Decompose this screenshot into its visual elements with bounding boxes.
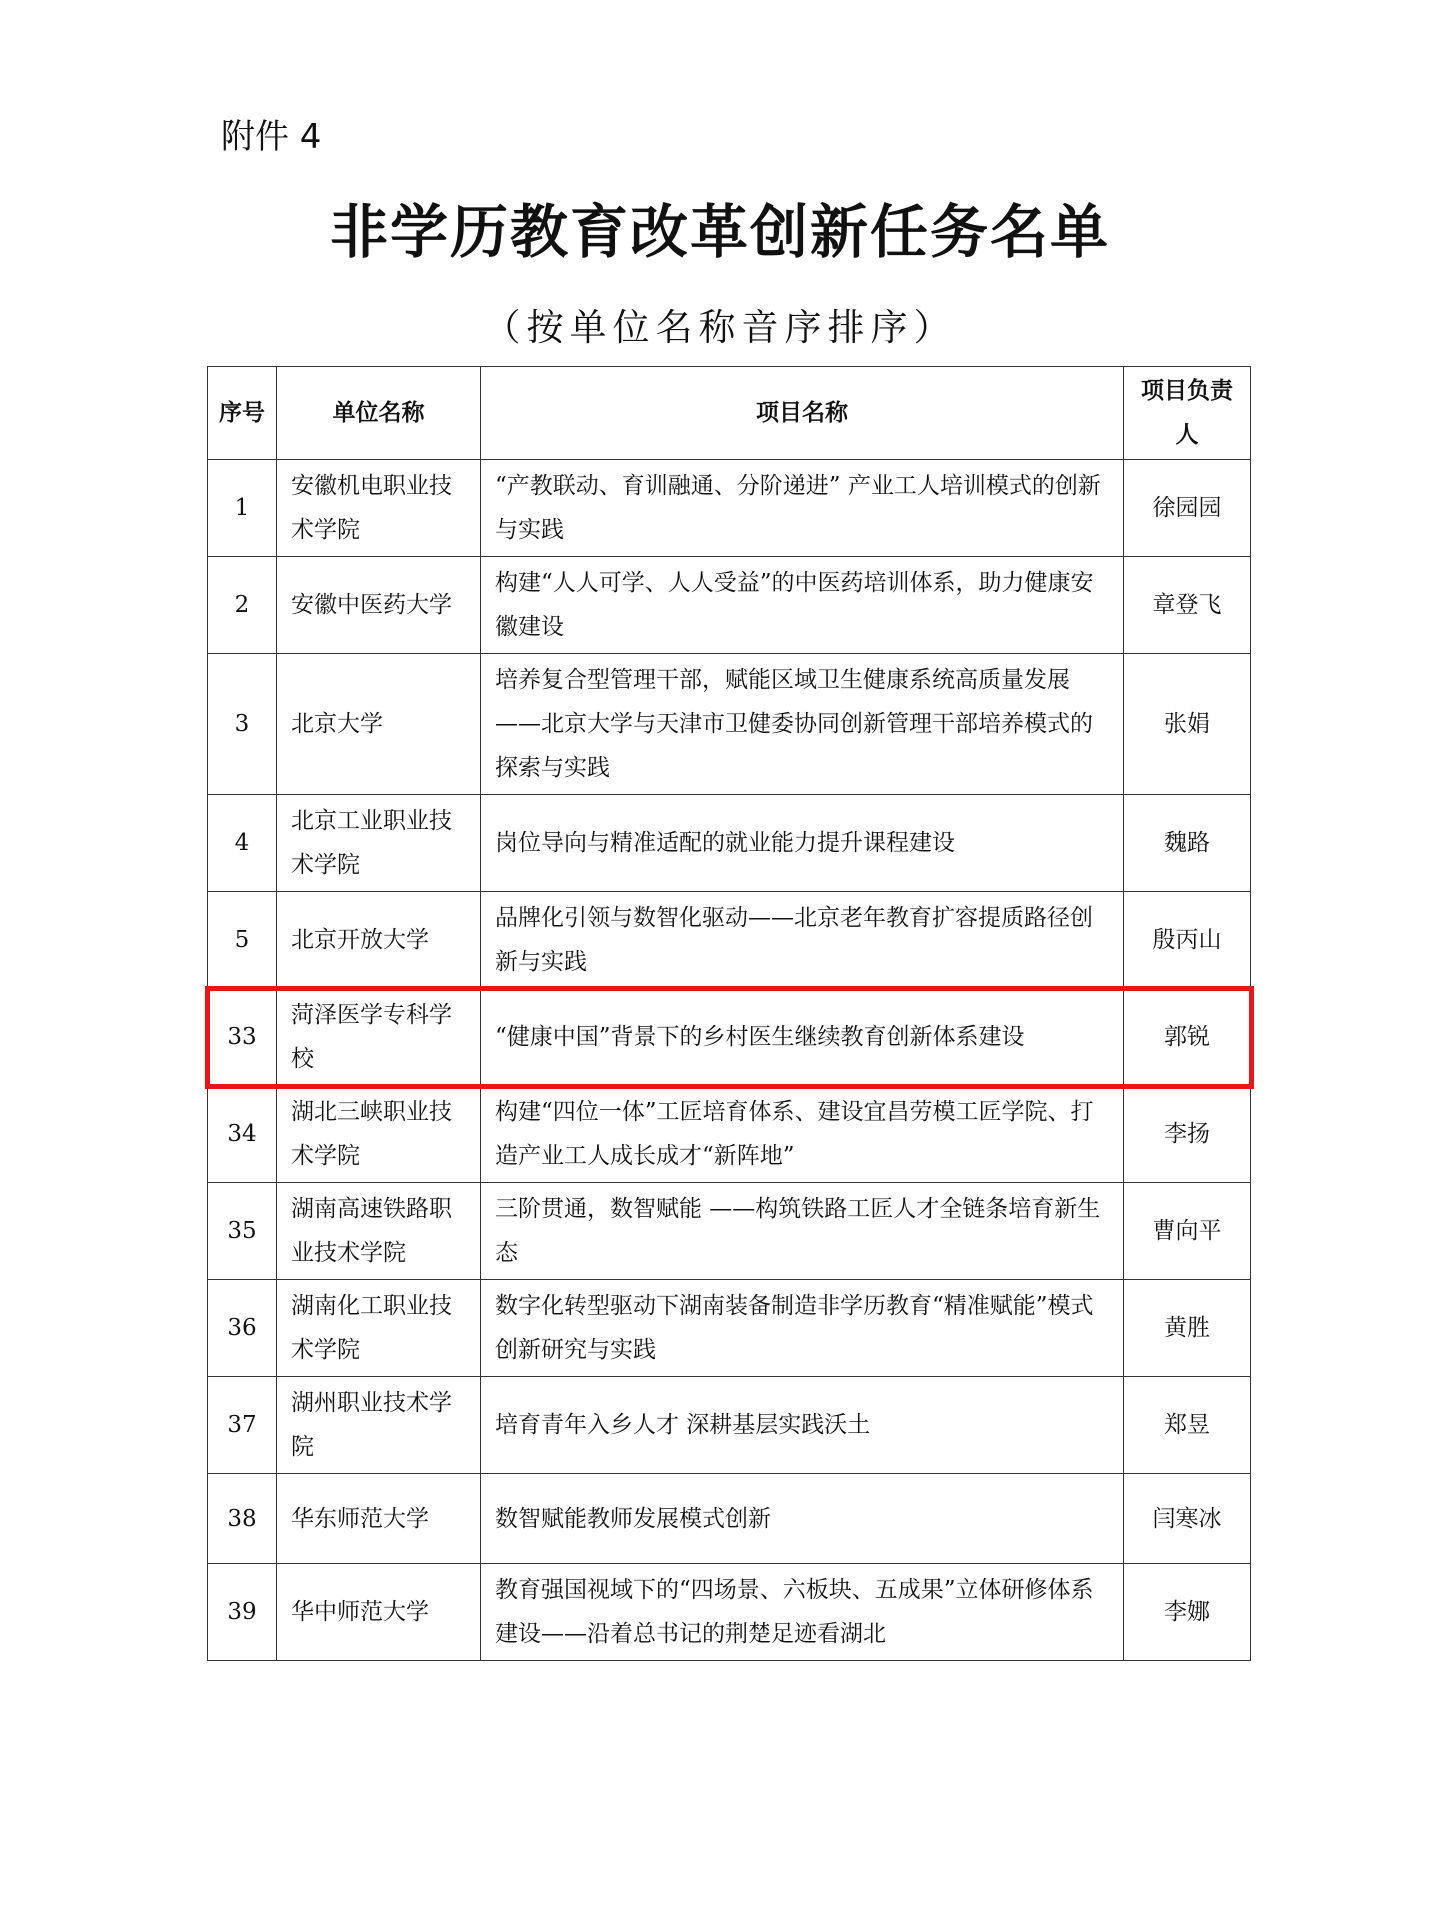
row-unit: 华中师范大学 — [277, 1564, 481, 1661]
row-project: “健康中国”背景下的乡村医生继续教育创新体系建设 — [481, 989, 1124, 1086]
document-subtitle: （按单位名称音序排序） — [483, 306, 957, 349]
row-project: 培养复合型管理干部，赋能区域卫生健康系统高质量发展——北京大学与天津市卫健委协同创新管理干部培养模式的探索与实践 — [481, 654, 1124, 795]
row-project: 数字化转型驱动下湖南装备制造非学历教育“精准赋能”模式创新研究与实践 — [481, 1280, 1124, 1377]
row-project: 构建“人人可学、人人受益”的中医药培训体系，助力健康安徽建设 — [481, 557, 1124, 654]
table-row — [208, 1183, 1251, 1280]
row-project: 教育强国视域下的“四场景、六板块、五成果”立体研修体系建设——沿着总书记的荆楚足迹看湖北 — [481, 1564, 1124, 1661]
row-leader: 郭锐 — [1124, 989, 1251, 1086]
row-no: 35 — [208, 1183, 277, 1280]
row-no: 39 — [208, 1564, 277, 1661]
row-unit: 湖南高速铁路职业技术学院 — [277, 1183, 481, 1280]
row-project: “产教联动、育训融通、分阶递进” 产业工人培训模式的创新与实践 — [481, 460, 1124, 557]
table-row — [208, 795, 1251, 892]
row-unit: 北京工业职业技术学院 — [277, 795, 481, 892]
row-no: 33 — [208, 989, 277, 1086]
row-no: 34 — [208, 1086, 277, 1183]
row-unit: 湖南化工职业技术学院 — [277, 1280, 481, 1377]
row-no: 38 — [208, 1474, 277, 1564]
table-row — [208, 654, 1251, 795]
header-leader: 项目负责人 — [1124, 367, 1251, 460]
row-leader: 黄胜 — [1124, 1280, 1251, 1377]
row-unit: 湖州职业技术学院 — [277, 1377, 481, 1474]
table-row — [208, 460, 1251, 557]
row-leader: 郑昱 — [1124, 1377, 1251, 1474]
row-unit: 北京大学 — [277, 654, 481, 795]
table-row — [208, 1377, 1251, 1474]
row-no: 1 — [208, 460, 277, 557]
table-row — [208, 1280, 1251, 1377]
header-no: 序号 — [208, 367, 277, 460]
table-row — [208, 1474, 1251, 1564]
row-unit: 安徽中医药大学 — [277, 557, 481, 654]
row-leader: 魏路 — [1124, 795, 1251, 892]
table-header-row — [208, 367, 1251, 460]
header-project: 项目名称 — [481, 367, 1124, 460]
row-project: 数智赋能教师发展模式创新 — [481, 1474, 1124, 1564]
row-no: 5 — [208, 892, 277, 989]
document-title: 非学历教育改革创新任务名单 — [329, 198, 1110, 266]
row-no: 36 — [208, 1280, 277, 1377]
row-leader: 曹向平 — [1124, 1183, 1251, 1280]
table-row — [208, 1086, 1251, 1183]
row-unit: 湖北三峡职业技术学院 — [277, 1086, 481, 1183]
row-unit: 北京开放大学 — [277, 892, 481, 989]
row-unit: 菏泽医学专科学校 — [277, 989, 481, 1086]
row-no: 3 — [208, 654, 277, 795]
row-no: 37 — [208, 1377, 277, 1474]
row-project: 构建“四位一体”工匠培育体系、建设宜昌劳模工匠学院、打造产业工人成长成才“新阵地” — [481, 1086, 1124, 1183]
row-no: 4 — [208, 795, 277, 892]
row-unit: 华东师范大学 — [277, 1474, 481, 1564]
row-no: 2 — [208, 557, 277, 654]
row-leader: 徐园园 — [1124, 460, 1251, 557]
row-leader: 闫寒冰 — [1124, 1474, 1251, 1564]
table-row-highlighted — [208, 989, 1251, 1086]
row-unit: 安徽机电职业技术学院 — [277, 460, 481, 557]
row-leader: 章登飞 — [1124, 557, 1251, 654]
header-unit: 单位名称 — [277, 367, 481, 460]
table-row — [208, 1564, 1251, 1661]
row-leader: 李扬 — [1124, 1086, 1251, 1183]
attachment-label: 附件 4 — [221, 117, 322, 157]
task-list-table — [207, 366, 1251, 1661]
row-project: 三阶贯通，数智赋能 ——构筑铁路工匠人才全链条培育新生态 — [481, 1183, 1124, 1280]
table-row — [208, 892, 1251, 989]
row-leader: 李娜 — [1124, 1564, 1251, 1661]
row-project: 岗位导向与精准适配的就业能力提升课程建设 — [481, 795, 1124, 892]
row-leader: 张娟 — [1124, 654, 1251, 795]
row-project: 培育青年入乡人才 深耕基层实践沃土 — [481, 1377, 1124, 1474]
table-row — [208, 557, 1251, 654]
row-project: 品牌化引领与数智化驱动——北京老年教育扩容提质路径创新与实践 — [481, 892, 1124, 989]
row-leader: 殷丙山 — [1124, 892, 1251, 989]
